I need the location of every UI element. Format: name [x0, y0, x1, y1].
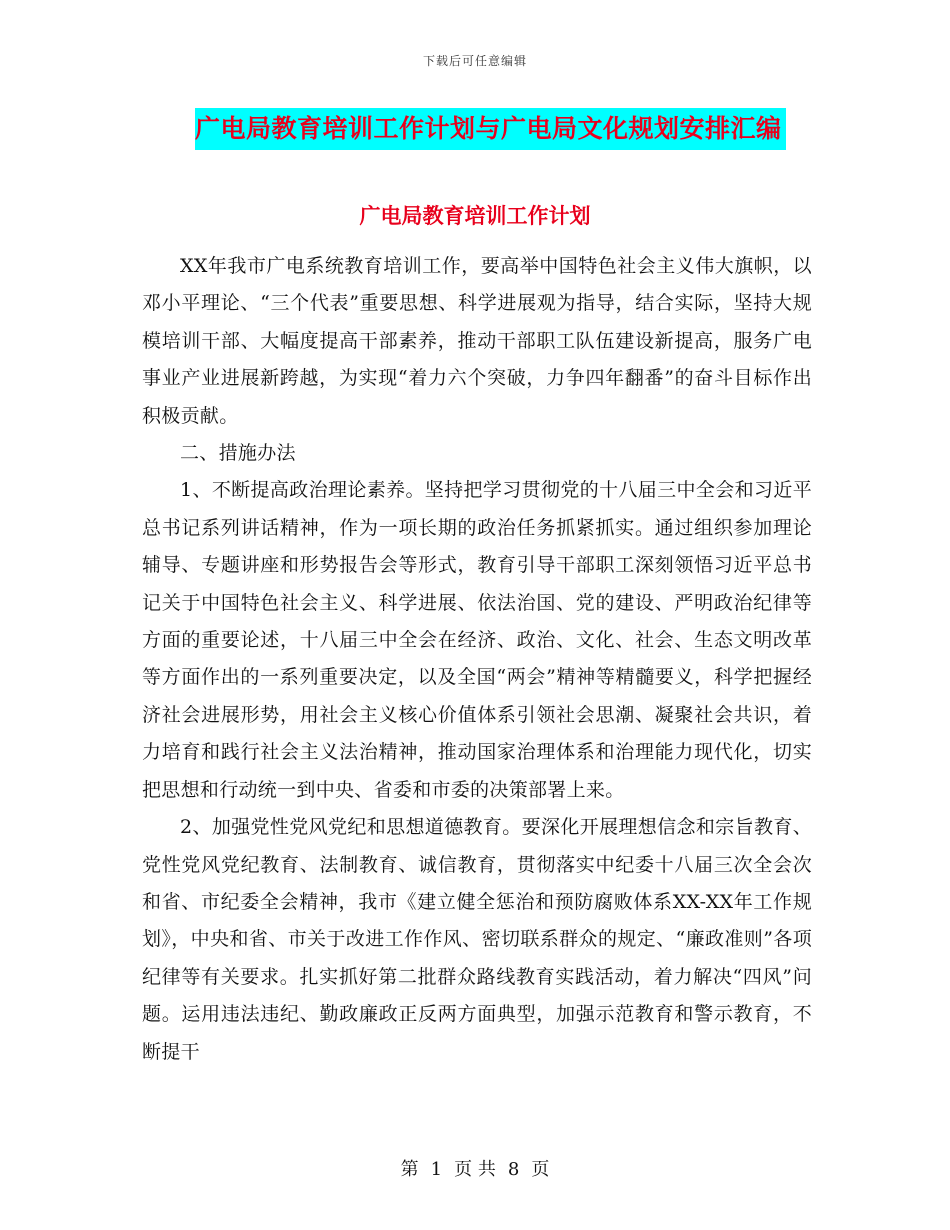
footer-suffix: 页 [531, 1159, 550, 1180]
paragraph-item-1: 1、不断提高政治理论素养。坚持把学习贯彻党的十八届三中全会和习近平总书记系列讲话精神，作为一项长期的政治任务抓紧抓实。通过组织参加理论辅导、专题讲座和形势报告会等形式，教育引导干部职工深刻领悟习近平总书记关于中国特色社会主义、科学进展、依法治国、党的建设、严明政治纪律等方面的重要论述，十八届三中全会在经济、政治、文化、社会、生态文明改革等方面作出的一系列重要决定，以及全国“两会”精神等精髓要义，科学把握经济社会进展形势，用社会主义核心价值体系引领社会思潮、凝聚社会共识，着力培育和践行社会主义法治精神，推动国家治理体系和治理能力现代化，切实把思想和行动统一到中央、省委和市委的决策部署上来。 [142, 479, 812, 801]
paragraph-intro: XX年我市广电系统教育培训工作，要高举中国特色社会主义伟大旗帜，以邓小平理论、“三个代表”重要思想、科学进展观为指导，结合实际，坚持大规模培训干部、大幅度提高干部素养，推动干部职工队伍建设新提高，服务广电事业产业进展新跨越，为实现“着力六个突破，力争四年翻番”的奋斗目标作出积极贡献。 [142, 255, 812, 427]
document-body [142, 248, 812, 1071]
paragraph-heading-measures: 二、措施办法 [180, 442, 296, 465]
paragraph-item-2: 2、加强党性党风党纪和思想道德教育。要深化开展理想信念和宗旨教育、党性党风党纪教育、法制教育、诚信教育，贯彻落实中纪委十八届三次全会次和省、市纪委全会精神，我市《建立健全惩治和预防腐败体系XX-XX年工作规划》，中央和省、市关于改进工作作风、密切联系群众的规定、“廉政准则”各项纪律等有关要求。扎实抓好第二批群众路线教育实践活动，着力解决“四风”问题。运用违法违纪、勤政廉政正反两方面典型，加强示范教育和警示教育，不断提干 [142, 816, 812, 1063]
document-title: 广电局教育培训工作计划与广电局文化规划安排汇编 [195, 108, 786, 150]
page-footer [0, 1155, 950, 1181]
page-number: 1 [430, 1159, 443, 1180]
section-title: 广电局教育培训工作计划 [359, 203, 591, 228]
footer-prefix: 第 [400, 1159, 419, 1180]
footer-middle: 页 共 [454, 1159, 496, 1180]
header-note: 下载后可任意编辑 [422, 54, 527, 68]
page-total: 8 [507, 1159, 520, 1180]
